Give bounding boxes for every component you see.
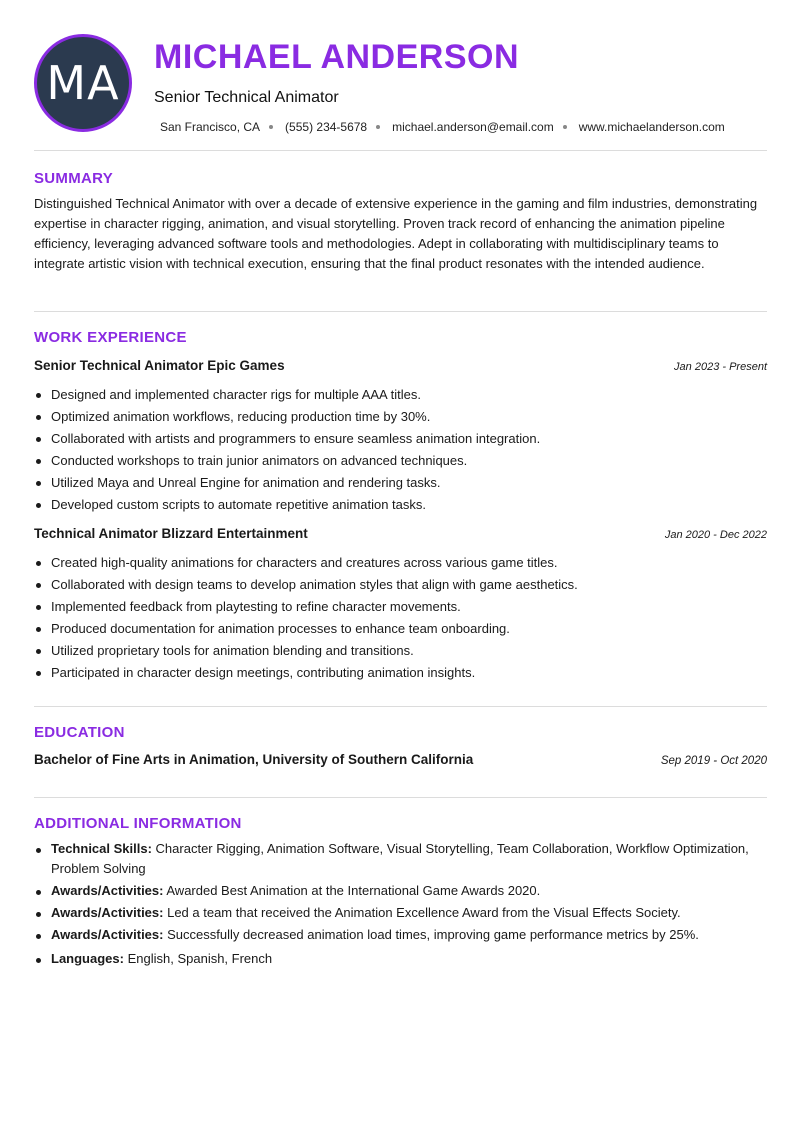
list-item: Developed custom scripts to automate repetitive animation tasks. [34, 494, 767, 516]
item-text: Character Rigging, Animation Software, Visual Storytelling, Team Collaboration, Workflow Optimization, Problem Solving [51, 841, 749, 876]
list-item: Collaborated with artists and programmers to ensure seamless animation integration. [34, 428, 767, 450]
contact-website[interactable]: www.michaelanderson.com [578, 120, 725, 134]
resume-header [34, 0, 767, 151]
separator-dot-icon [376, 125, 380, 129]
item-label: Awards/Activities: [51, 883, 164, 898]
contact-location: San Francisco, CA [160, 120, 261, 134]
list-item: Created high-quality animations for characters and creatures across various game titles. [34, 552, 767, 574]
education-entry [34, 752, 767, 767]
item-label: Awards/Activities: [51, 905, 164, 920]
job-date: Jan 2023 - Present [674, 361, 767, 373]
education-section [34, 706, 767, 798]
list-item [34, 925, 767, 945]
item-text: Led a team that received the Animation Excellence Award from the Visual Effects Society. [167, 905, 681, 920]
resume-page [34, 0, 767, 966]
avatar [34, 34, 132, 132]
list-item: Participated in character design meetings, contributing animation insights. [34, 662, 767, 684]
list-item: Produced documentation for animation processes to enhance team onboarding. [34, 618, 767, 640]
list-item: Utilized Maya and Unreal Engine for animation and rendering tasks. [34, 472, 767, 494]
list-item: Utilized proprietary tools for animation blending and transitions. [34, 640, 767, 662]
item-label: Awards/Activities: [51, 927, 164, 942]
list-item: Designed and implemented character rigs for multiple AAA titles. [34, 384, 767, 406]
summary-section [34, 150, 767, 312]
list-item [34, 949, 767, 969]
candidate-title: Senior Technical Animator [154, 89, 339, 106]
separator-dot-icon [269, 125, 273, 129]
job-date: Jan 2020 - Dec 2022 [664, 529, 767, 541]
job-title: Technical Animator Blizzard Entertainment [34, 526, 308, 541]
item-text: Successfully decreased animation load times, improving game performance metrics by 25%. [167, 927, 699, 942]
item-label: Technical Skills: [51, 841, 152, 856]
separator-dot-icon [563, 125, 567, 129]
contact-info [160, 120, 725, 134]
contact-phone: (555) 234-5678 [285, 120, 368, 134]
summary-heading: SUMMARY [34, 170, 114, 187]
education-heading: EDUCATION [34, 724, 125, 741]
job-header [34, 358, 767, 378]
additional-info-heading: ADDITIONAL INFORMATION [34, 815, 242, 832]
contact-email[interactable]: michael.anderson@email.com [392, 120, 554, 134]
summary-text: Distinguished Technical Animator with over a decade of extensive experience in the gaming and film industries, demonstrating expertise in character rigging, animation, and visual storytelling. Proven track record of enhancing the animation pipeline efficiency, leveraging advanced software tools and methodologies. Adept in collaborating with multidisciplinary teams to integrate artistic vision with technical execution, ensuring that the final product resonates with the intended audience. [34, 196, 758, 271]
list-item [34, 903, 767, 923]
list-item: Implemented feedback from playtesting to refine character movements. [34, 596, 767, 618]
list-item [34, 839, 767, 879]
list-item: Conducted workshops to train junior animators on advanced techniques. [34, 450, 767, 472]
job-title: Senior Technical Animator Epic Games [34, 358, 285, 373]
list-item: Optimized animation workflows, reducing production time by 30%. [34, 406, 767, 428]
job-entry [34, 358, 767, 516]
job-header [34, 526, 767, 546]
list-item [34, 881, 767, 901]
item-text: Awarded Best Animation at the International Game Awards 2020. [166, 883, 541, 898]
work-experience-section [34, 311, 767, 707]
job-bullets [34, 552, 767, 684]
candidate-name: MICHAEL ANDERSON [154, 38, 520, 76]
item-label: Languages: [51, 951, 124, 966]
work-experience-heading: WORK EXPERIENCE [34, 329, 187, 346]
degree: Bachelor of Fine Arts in Animation, University of Southern California [34, 752, 474, 767]
education-date: Sep 2019 - Oct 2020 [660, 755, 767, 767]
avatar-initials: MA [46, 56, 120, 110]
item-text: English, Spanish, French [127, 951, 273, 966]
job-bullets [34, 384, 767, 516]
job-entry [34, 526, 767, 684]
list-item: Collaborated with design teams to develop animation styles that align with game aesthetics. [34, 574, 767, 596]
additional-info-list [34, 839, 767, 971]
